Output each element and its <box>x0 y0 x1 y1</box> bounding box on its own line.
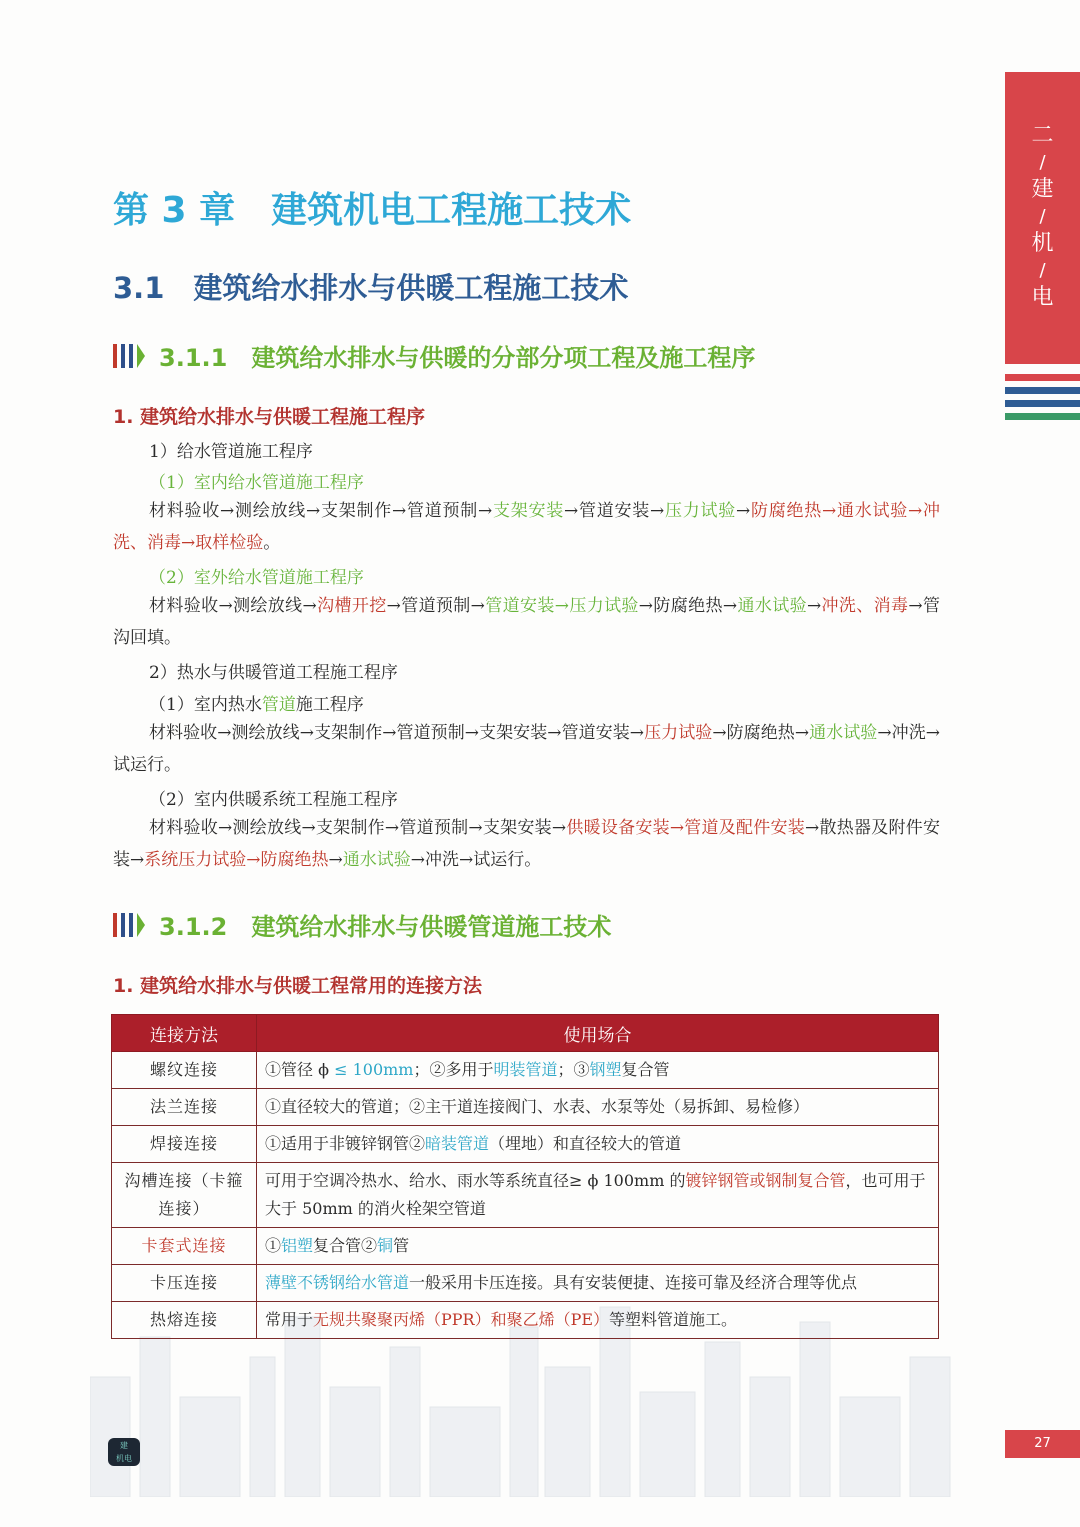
table-row <box>112 1089 939 1126</box>
chapter-title: 第 3 章 建筑机电工程施工技术 <box>113 190 632 231</box>
page-number: 27 <box>1005 1430 1080 1458</box>
text-run: ①直径较大的管道；②主干道连接阀门、水表、水泵等处（易拆卸、易检修） <box>265 1097 810 1116</box>
item-outdoor-water-supply: （2）室外给水管道施工程序 <box>149 568 364 588</box>
text-run: →防腐绝热→ <box>712 723 810 743</box>
text-run: 通水试验 <box>342 849 411 870</box>
heading-construction-procedure: 1. 建筑给水排水与供暖工程施工程序 <box>113 406 426 428</box>
item-hot-water-heating: 2）热水与供暖管道工程施工程序 <box>149 663 398 683</box>
subsection-heading-2 <box>113 907 611 942</box>
side-tab-char: 建 <box>1031 177 1054 202</box>
text-run: 无规共聚聚丙烯（PPR）和聚乙烯（PE） <box>313 1310 610 1329</box>
stripe <box>1005 374 1080 381</box>
text-run: →防腐绝热→ <box>638 596 738 616</box>
text-run: 复合管 <box>621 1060 670 1079</box>
text-run: 等塑料管道施工。 <box>609 1310 738 1329</box>
text-run: 铝塑 <box>281 1236 314 1255</box>
table-cell-usage <box>257 1052 939 1089</box>
table-cell-method: 卡套式连接 <box>112 1228 257 1265</box>
side-tab-char: 二 <box>1031 123 1054 148</box>
text-run: 可用于空调冷热水、给水、雨水等系统直径≥ ϕ 100mm 的 <box>265 1171 686 1190</box>
text-run: 防腐绝热→通水试验→冲洗、消毒→取样检验 <box>113 501 941 553</box>
section-bars-icon <box>113 344 145 368</box>
text-run: ①管径 ϕ <box>265 1060 335 1079</box>
stripe <box>1005 400 1080 407</box>
text-run: 管 <box>393 1236 410 1255</box>
text-run: 钢塑 <box>589 1060 622 1079</box>
subsection-heading-1 <box>113 338 755 373</box>
side-tab-separator: / <box>1039 260 1046 281</box>
publisher-logo <box>108 1438 140 1466</box>
table-cell-method: 焊接连接 <box>112 1126 257 1163</box>
text-run: → <box>328 849 343 870</box>
paragraph-indoor-heating <box>113 813 940 876</box>
text-run: 材料验收→测绘放线→ <box>149 596 317 616</box>
table-row <box>112 1052 939 1089</box>
text-run: →冲洗→试运行。 <box>113 723 941 775</box>
table-cell-method: 卡压连接 <box>112 1265 257 1302</box>
text-run: 压力试验 <box>664 501 737 521</box>
heading-connection-methods: 1. 建筑给水排水与供暖工程常用的连接方法 <box>113 975 483 997</box>
item-indoor-heating: （2）室内供暖系统工程施工程序 <box>149 790 398 810</box>
side-tab-char: 电 <box>1031 285 1054 310</box>
text-run: →冲洗→试运行。 <box>410 849 542 870</box>
side-tab-char: 机 <box>1031 231 1054 256</box>
table-cell-usage <box>257 1302 939 1339</box>
text-run: 压力试验 <box>644 723 713 743</box>
text-run: 管道安装→压力试验 <box>484 596 639 616</box>
paragraph-indoor-hot-water <box>113 718 940 781</box>
text-run: 支架安装 <box>492 501 564 521</box>
text-run: 一般采用卡压连接。具有安装便捷、连接可靠及经济合理等优点 <box>409 1273 858 1292</box>
paragraph-indoor-water-supply <box>113 496 940 559</box>
logo-text: 建 <box>120 1441 128 1450</box>
text-run: 薄壁不锈钢给水管道 <box>265 1273 410 1292</box>
text-run: ，也可用于大于 50mm 的消火栓架空管道 <box>265 1171 926 1218</box>
table-header-usage: 使用场合 <box>257 1015 939 1052</box>
text-run: 常用于 <box>265 1310 314 1329</box>
text-run: 。 <box>263 532 281 553</box>
item-text: 施工程序 <box>295 695 364 715</box>
text-run: ；③ <box>557 1060 590 1079</box>
text-run: 供暖设备安装→管道及配件安装 <box>566 818 806 838</box>
text-run: ；②多用于 <box>413 1060 494 1079</box>
text-run: 材料验收→测绘放线→支架制作→管道预制→ <box>149 501 493 521</box>
table-cell-method: 螺纹连接 <box>112 1052 257 1089</box>
item-text: （1）室内热水 <box>149 695 262 715</box>
text-run: 材料验收→测绘放线→支架制作→管道预制→支架安装→ <box>149 818 567 838</box>
side-tab-separator: / <box>1039 206 1046 227</box>
subsection-title: 3.1.1 建筑给水排水与供暖的分部分项工程及施工程序 <box>159 344 756 372</box>
table-cell-usage <box>257 1265 939 1302</box>
text-run: → <box>736 501 751 521</box>
text-run: ① <box>265 1236 282 1255</box>
table-row <box>112 1265 939 1302</box>
logo-text: 机电 <box>116 1454 132 1463</box>
text-run: →管道预制→ <box>386 596 485 616</box>
section-bars-icon <box>113 913 145 937</box>
table-cell-method: 法兰连接 <box>112 1089 257 1126</box>
text-run: 系统压力试验→防腐绝热 <box>144 849 329 870</box>
table-cell-usage <box>257 1163 939 1228</box>
table-cell-usage <box>257 1126 939 1163</box>
text-run: → <box>806 596 822 616</box>
chapter-side-tab <box>1005 72 1080 364</box>
item-indoor-water-supply: （1）室内给水管道施工程序 <box>149 473 364 493</box>
stripe <box>1005 413 1080 420</box>
table-cell-method: 沟槽连接（卡箍连接） <box>112 1163 257 1228</box>
text-run: 复合管② <box>313 1236 378 1255</box>
side-color-stripes <box>1005 374 1080 426</box>
connection-methods-table <box>111 1014 939 1339</box>
text-run: 暗装管道 <box>425 1134 490 1153</box>
text-run: 通水试验 <box>809 723 878 743</box>
text-run: 材料验收→测绘放线→支架制作→管道预制→支架安装→管道安装→ <box>149 723 645 743</box>
text-run: →散热器及附件安装→ <box>113 818 940 870</box>
text-run: 冲洗、消毒 <box>821 596 909 616</box>
table-header-method: 连接方法 <box>112 1015 257 1052</box>
text-run: 通水试验 <box>737 596 807 616</box>
side-tab-separator: / <box>1039 152 1046 173</box>
table-row <box>112 1163 939 1228</box>
text-run: ≤ 100mm <box>334 1060 414 1079</box>
item-text-highlight: 管道 <box>261 695 296 715</box>
text-run: →管沟回填。 <box>113 596 940 648</box>
text-run: （埋地）和直径较大的管道 <box>489 1134 682 1153</box>
table-cell-method: 热熔连接 <box>112 1302 257 1339</box>
text-run: 沟槽开挖 <box>316 596 387 616</box>
subsection-title: 3.1.2 建筑给水排水与供暖管道施工技术 <box>159 913 612 941</box>
table-cell-usage <box>257 1089 939 1126</box>
paragraph-outdoor-water-supply <box>113 591 940 654</box>
text-run: 明装管道 <box>493 1060 558 1079</box>
item-water-supply: 1）给水管道施工程序 <box>149 442 313 462</box>
table-cell-usage <box>257 1228 939 1265</box>
table-row <box>112 1228 939 1265</box>
text-run: ①适用于非镀锌钢管② <box>265 1134 426 1153</box>
text-run: 铜 <box>377 1236 394 1255</box>
section-title: 3.1 建筑给水排水与供暖工程施工技术 <box>113 271 629 305</box>
text-run: →管道安装→ <box>564 501 665 521</box>
table-header-row <box>112 1015 939 1052</box>
stripe <box>1005 387 1080 394</box>
table-row <box>112 1302 939 1339</box>
item-indoor-hot-water <box>149 690 364 715</box>
table-row <box>112 1126 939 1163</box>
text-run: 镀锌钢管或钢制复合管 <box>685 1171 846 1190</box>
